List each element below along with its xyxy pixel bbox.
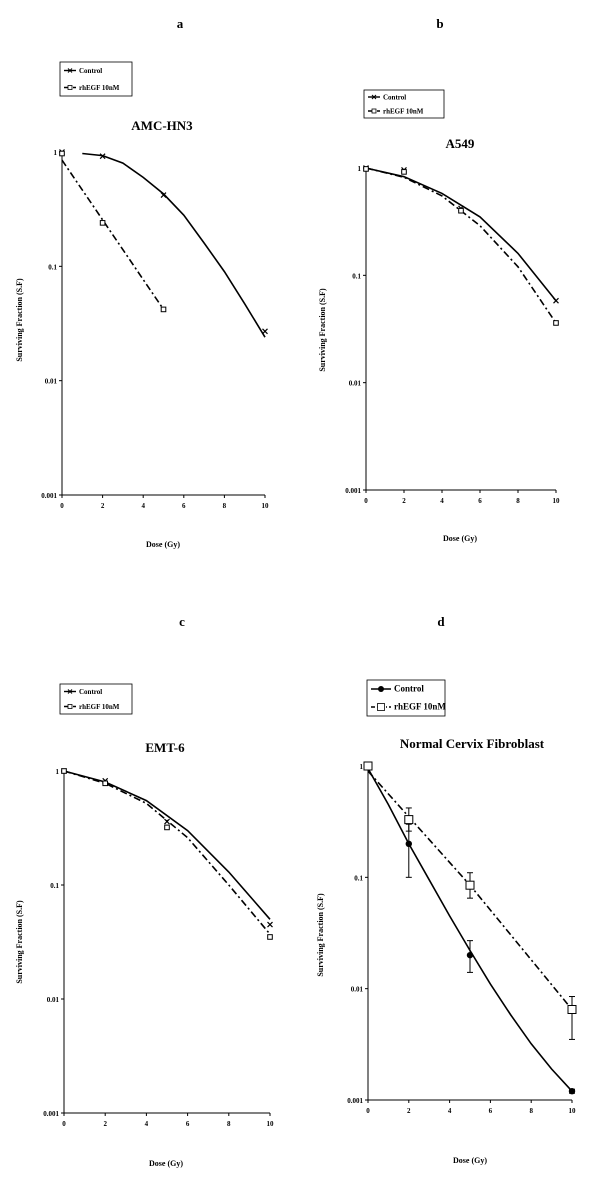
data-point bbox=[103, 781, 108, 786]
legend-label: rhEGF 10nM bbox=[79, 703, 120, 711]
y-tick-label: 0.1 bbox=[50, 882, 59, 890]
legend-marker bbox=[68, 86, 72, 90]
series-rhegf bbox=[364, 167, 559, 326]
legend-marker bbox=[68, 705, 72, 709]
x-tick-label: 4 bbox=[440, 497, 444, 505]
legend-marker bbox=[378, 704, 385, 711]
data-point bbox=[165, 825, 170, 830]
panel-b bbox=[318, 16, 560, 543]
x-tick-label: 10 bbox=[552, 497, 560, 505]
data-point bbox=[406, 841, 412, 847]
legend-label: Control bbox=[79, 67, 103, 75]
y-tick-label: 1 bbox=[55, 768, 59, 776]
y-tick-label: 0.1 bbox=[352, 272, 361, 281]
series-rhegf bbox=[364, 762, 576, 1039]
data-point bbox=[364, 762, 372, 770]
legend-label: rhEGF 10nM bbox=[383, 107, 424, 116]
data-point bbox=[60, 151, 65, 156]
x-axis-label: Dose (Gy) bbox=[146, 540, 180, 549]
x-tick-label: 10 bbox=[266, 1120, 274, 1128]
x-tick-label: 8 bbox=[516, 497, 520, 505]
x-tick-label: 8 bbox=[222, 502, 227, 510]
x-tick-label: 6 bbox=[488, 1107, 493, 1115]
data-point bbox=[459, 208, 464, 213]
legend-label: Control bbox=[79, 688, 103, 696]
x-tick-label: 0 bbox=[60, 502, 64, 510]
data-point bbox=[466, 881, 474, 889]
series-rhegf bbox=[60, 151, 166, 311]
x-tick-label: 2 bbox=[103, 1120, 107, 1128]
legend bbox=[60, 62, 132, 96]
y-tick-label: 0.1 bbox=[354, 874, 363, 883]
y-tick-label: 1 bbox=[357, 165, 361, 173]
legend-marker bbox=[372, 109, 376, 113]
chart-title: A549 bbox=[445, 136, 475, 151]
panel-a bbox=[15, 16, 269, 549]
y-axis-label: Surviving Fraction (S.F) bbox=[15, 900, 24, 984]
data-point bbox=[161, 307, 166, 312]
y-tick-label: 0.1 bbox=[48, 263, 57, 272]
legend bbox=[367, 680, 446, 716]
data-point bbox=[268, 922, 273, 927]
y-tick-label: 1 bbox=[359, 763, 363, 771]
series-control bbox=[365, 763, 575, 1095]
x-tick-label: 4 bbox=[447, 1107, 452, 1115]
x-tick-label: 4 bbox=[141, 502, 145, 510]
y-axis-label: Surviving Fraction (S.F) bbox=[15, 278, 24, 362]
data-point bbox=[268, 935, 273, 940]
y-tick-label: 0.01 bbox=[348, 379, 361, 388]
series-line bbox=[366, 168, 556, 323]
panel-letter: a bbox=[176, 16, 184, 31]
x-tick-label: 2 bbox=[402, 497, 406, 505]
y-tick-label: 1 bbox=[53, 149, 57, 157]
legend-label: rhEGF 10nM bbox=[394, 701, 446, 712]
x-tick-label: 4 bbox=[144, 1120, 149, 1128]
series-line bbox=[366, 168, 556, 301]
y-tick-label: 0.01 bbox=[44, 377, 57, 386]
legend-label: Control bbox=[394, 683, 424, 694]
x-tick-label: 10 bbox=[261, 502, 269, 510]
legend-marker bbox=[378, 686, 384, 692]
x-tick-label: 10 bbox=[568, 1107, 576, 1115]
x-tick-label: 2 bbox=[407, 1107, 411, 1115]
x-tick-label: 2 bbox=[100, 502, 105, 510]
x-tick-label: 6 bbox=[182, 502, 186, 510]
data-point bbox=[364, 167, 369, 172]
data-point bbox=[569, 1088, 575, 1094]
y-tick-label: 0.01 bbox=[46, 996, 59, 1004]
series-line bbox=[368, 769, 572, 1092]
data-point bbox=[100, 221, 105, 226]
x-tick-label: 0 bbox=[364, 497, 368, 505]
x-axis-label: Dose (Gy) bbox=[149, 1159, 183, 1168]
chart-title: EMT-6 bbox=[145, 740, 185, 755]
y-tick-label: 0.01 bbox=[350, 985, 363, 994]
data-point bbox=[263, 329, 268, 334]
legend bbox=[364, 90, 444, 118]
x-axis-label: Dose (Gy) bbox=[443, 534, 477, 543]
y-tick-label: 0.001 bbox=[345, 487, 361, 495]
data-point bbox=[62, 769, 67, 774]
series-line bbox=[64, 771, 270, 934]
legend-label: rhEGF 10nM bbox=[79, 84, 120, 92]
x-tick-label: 8 bbox=[529, 1107, 533, 1115]
chart-title: AMC-HN3 bbox=[131, 118, 193, 133]
panel-d bbox=[316, 614, 576, 1165]
legend-label: Control bbox=[383, 93, 407, 102]
panel-letter: b bbox=[436, 16, 444, 31]
data-point bbox=[467, 952, 473, 958]
panels bbox=[15, 16, 576, 1168]
data-point bbox=[405, 816, 413, 824]
x-tick-label: 0 bbox=[366, 1107, 370, 1115]
series-control bbox=[62, 769, 273, 928]
data-point bbox=[554, 298, 559, 303]
series-line bbox=[82, 154, 265, 338]
y-axis-label: Surviving Fraction (S.F) bbox=[316, 893, 325, 977]
panel-c bbox=[15, 614, 274, 1168]
data-point bbox=[554, 321, 559, 326]
legend bbox=[60, 684, 132, 714]
x-tick-label: 8 bbox=[227, 1120, 231, 1128]
data-point bbox=[402, 170, 407, 175]
y-tick-label: 0.001 bbox=[43, 1110, 59, 1118]
panel-letter: c bbox=[179, 614, 185, 629]
y-tick-label: 0.001 bbox=[41, 492, 57, 500]
y-tick-label: 0.001 bbox=[347, 1097, 363, 1105]
x-tick-label: 0 bbox=[62, 1120, 66, 1128]
chart-title: Normal Cervix Fibroblast bbox=[399, 736, 545, 751]
x-tick-label: 6 bbox=[478, 497, 482, 505]
y-axis-label: Surviving Fraction (S.F) bbox=[318, 288, 327, 372]
panel-letter: d bbox=[437, 614, 445, 629]
x-tick-label: 6 bbox=[185, 1120, 190, 1128]
series-rhegf bbox=[62, 769, 273, 940]
data-point bbox=[568, 1005, 576, 1013]
x-axis-label: Dose (Gy) bbox=[453, 1156, 487, 1165]
